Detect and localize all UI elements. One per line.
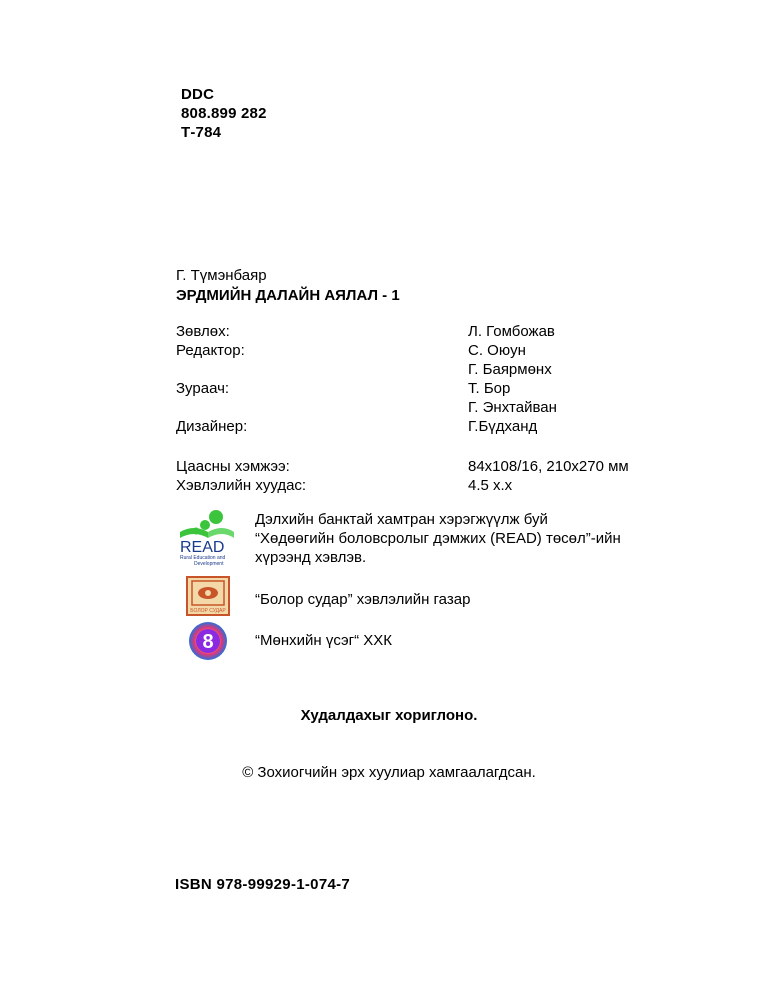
partner-bolor-sudar-line: “Болор судар” хэвлэлийн газар bbox=[255, 591, 471, 608]
credit-value: С. Оюун bbox=[468, 342, 526, 359]
spec-label: Цаасны хэмжээ: bbox=[176, 458, 290, 475]
credit-value: Г.Бүдханд bbox=[468, 418, 538, 435]
credit-value: Г. Баярмөнх bbox=[468, 361, 552, 378]
spec-value: 4.5 х.х bbox=[468, 477, 513, 494]
partner-read-line: Дэлхийн банктай хамтран хэрэгжүүлж буй bbox=[255, 511, 548, 528]
credit-value: Л. Гомбожав bbox=[468, 323, 555, 340]
ddc-label: DDC bbox=[181, 86, 215, 103]
partner-read-line: “Хөдөөгийн боловсролыг дэмжих (READ) төсөл”-ийн bbox=[255, 530, 621, 547]
credit-label: Зөвлөх: bbox=[176, 323, 230, 340]
credit-label: Дизайнер: bbox=[176, 418, 248, 435]
author-name: Г. Түмэнбаяр bbox=[176, 267, 267, 284]
spec-label: Хэвлэлийн хуудас: bbox=[176, 477, 307, 494]
monkhiin-useg-logo-icon bbox=[187, 620, 229, 662]
credit-value: Г. Энхтайван bbox=[468, 399, 557, 416]
classification-block bbox=[181, 85, 267, 142]
book-title: ЭРДМИЙН ДАЛАЙН АЯЛАЛ - 1 bbox=[176, 287, 400, 304]
partner-monkhiin-useg-line: “Мөнхийн үсэг“ ХХК bbox=[255, 632, 393, 649]
monkhiin-useg-logo-text: 8 bbox=[202, 631, 214, 653]
cutter-number: Т-784 bbox=[181, 124, 222, 141]
copyright-notice: © Зохиогчийн эрх хуулиар хамгаалагдсан. bbox=[242, 764, 536, 781]
credit-label: Зураач: bbox=[176, 380, 230, 397]
partner-monkhiin-useg bbox=[172, 620, 692, 664]
partner-bolor-sudar bbox=[172, 576, 692, 616]
credit-label: Редактор: bbox=[176, 342, 245, 359]
isbn: ISBN 978-99929-1-074-7 bbox=[175, 876, 351, 893]
bolor-sudar-logo-text: БОЛОР СУДАР bbox=[190, 608, 226, 614]
read-logo-icon bbox=[172, 508, 244, 566]
bolor-sudar-logo-icon bbox=[186, 576, 230, 616]
read-logo-sub2: Development bbox=[194, 561, 224, 566]
partner-read bbox=[172, 508, 692, 568]
partner-read-line: хүрээнд хэвлэв. bbox=[255, 549, 367, 566]
read-logo-text: READ bbox=[180, 539, 225, 556]
read-logo-sub1: Rural Education and bbox=[180, 555, 226, 561]
spec-value: 84x108/16, 210x270 мм bbox=[468, 458, 629, 475]
sale-prohibited-notice: Худалдахыг хориглоно. bbox=[300, 707, 478, 724]
ddc-number: 808.899 282 bbox=[181, 105, 267, 122]
credit-value: Т. Бор bbox=[468, 380, 511, 397]
